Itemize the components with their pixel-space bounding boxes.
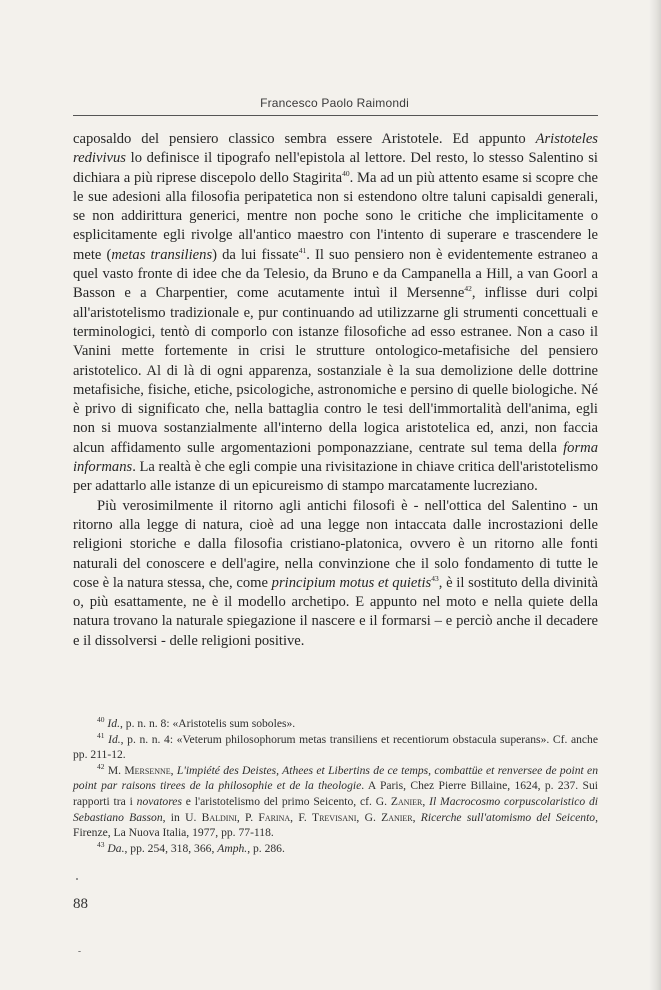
text-run: . Ma ad un più attento esame si scopre che le sue adesioni alla filosofia peripatetica non si estendono oltre taluni capisaldi generali, se non addirittura generici, mentre non poche sono le critiche che implicitamente o esplicitamente egli rivolge all'antico maestro con l'intento di superare e trascendere le mete ( xyxy=(73,169,599,263)
text-run: , G. xyxy=(356,810,382,824)
text-run: Più verosimilmente il ritorno agli antichi filosofi è - nell'ottica del Salentino - un ritorno alla legge di natura, cioè ad una legge non intaccata dalle incrostazioni delle religioni storiche e dalla filosofia cristiano-platonica, ovvero è un ritorno alle fonti naturali del conoscere e dell'agire, nella convinzione che il solo fondamento di tutte le cose è la natura stessa, che, come xyxy=(73,497,598,591)
italic-run: Id. xyxy=(107,717,120,730)
text-run: , inflisse duri colpi all'aristotelismo tradizionale e, pur continuando ad utilizzarne gli strumenti concettuali e terminologici, tentò di comporlo con istanze filosofiche ad esso estranee. Non a caso il Vanini mette fortemente in crisi le strutture ontologico-metafisiche del pensiero aristotelico. Al di là di ogni apparenza, sostanziale è la sua demolizione delle dottrine metafisiche, fisiche, etiche, psicologiche, astronomiche e persino di quelle biologiche. Né è privo di significato che, nella battaglia contro le tesi dell'immortalità dell'anima, egli non si muova sostanzialmente all'interno della logica aristotelica ed, anzi, non faccia alcun affidamento sulle argomentazioni pomponazziane, centrate sul tema della xyxy=(73,285,598,456)
author-name: Zanier xyxy=(390,794,423,808)
footnote-ref-42: 42 xyxy=(464,284,472,294)
author-name: Baldini xyxy=(201,810,237,824)
scan-speck xyxy=(76,878,78,880)
footnotes xyxy=(73,716,598,856)
italic-run: Amph. xyxy=(217,841,248,855)
scan-shadow xyxy=(649,0,661,990)
text-run: , P. xyxy=(236,810,259,824)
text-run: . La realtà è che egli compie una rivisitazione in chiave critica dell'aristotelismo per adattarlo alle istanze di un epicureismo di stampo marcatamente lucreziano. xyxy=(73,459,598,495)
italic-run: Da. xyxy=(107,841,125,855)
footnote-ref-40: 40 xyxy=(342,168,350,178)
italic-run: Id. xyxy=(108,732,121,746)
paragraph-2 xyxy=(73,497,598,651)
page-number: 88 xyxy=(73,896,88,912)
text-run: ) da lui fissate xyxy=(212,246,299,263)
italic-run: Aristoteles redivivus xyxy=(73,131,598,167)
italic-run: metas transiliens xyxy=(111,246,213,263)
text-run: lo definisce il tipografo nell'epistola al lettore. Del resto, lo stesso Salentino si dichiara a più riprese discepolo dello Stagirita xyxy=(73,150,598,186)
text-run: e l'aristotelismo del primo Seicento, cf. G. xyxy=(181,794,391,808)
running-head: Francesco Paolo Raimondi xyxy=(260,96,409,110)
main-text xyxy=(73,130,598,651)
author-name: Farina xyxy=(258,810,291,824)
text-run: , xyxy=(170,763,177,777)
text-run: , Firenze, La Nuova Italia, 1977, pp. 77-118. xyxy=(73,810,598,840)
text-run: , F. xyxy=(290,810,312,824)
text-run: , in U. xyxy=(162,810,202,824)
footnote-ref-41: 41 xyxy=(298,245,307,255)
text-run: , p. n. n. 4: «Veterum philosophorum metas transiliens et recentiorum obstacula superans». Cf. anche pp. 211-12. xyxy=(73,732,598,762)
text-run: , xyxy=(412,810,421,824)
text-run: , è il sostituto della divinità o, più esattamente, ne è il modello archetipo. E appunto nel moto e nella quiete della natura trovano la naturale spiegazione il nascere e il formarsi – e perciò anche il decadere e il dissolversi - delle religioni positive. xyxy=(73,574,598,649)
italic-run: forma informans xyxy=(73,439,598,476)
footnote-ref-43: 43 xyxy=(431,573,439,583)
footnote-43 xyxy=(73,841,598,857)
scan-speck xyxy=(78,951,81,952)
header-rule xyxy=(73,115,598,116)
italic-run: principium motus et quietis xyxy=(271,574,432,591)
footnote-number: 40 xyxy=(97,715,105,725)
italic-run: novatores xyxy=(136,794,182,808)
author-name: Zanier xyxy=(381,810,413,824)
text-run: , p. n. n. 8: «Aristotelis sum soboles». xyxy=(119,717,296,730)
author-name: Trevisani xyxy=(312,810,357,824)
text-run: , pp. 254, 318, 366, xyxy=(124,841,218,855)
italic-run: Ricerche sull'atomismo del Seicento xyxy=(420,810,596,824)
italic-run: L'impiété des Deistes, Athees et Libertins de ce temps, combattüe et renversee de point en point par raisons tirees de la philosophie et de la theologie xyxy=(73,763,598,793)
text-run: , p. 286. xyxy=(247,841,285,855)
footnote-number: 42 xyxy=(97,761,105,771)
paragraph-1 xyxy=(73,130,598,497)
text-run: , xyxy=(422,794,430,808)
text-run: . Il suo pensiero non è evidentemente estraneo a quel vasto fronte di idee che da Telesio, da Bruno e da Campanella a Hill, a van Goorl a Basson e a Charpentier, come acutamente intuì il Mersenne xyxy=(73,246,598,302)
author-name: Mersenne xyxy=(124,763,171,777)
footnote-42 xyxy=(73,763,598,841)
italic-run: Il Macrocosmo corpuscolaristico di Sebastiano Basson xyxy=(73,794,598,824)
footnote-40 xyxy=(73,716,598,732)
footnote-41 xyxy=(73,732,598,763)
footnote-number: 41 xyxy=(97,730,105,740)
footnote-number: 43 xyxy=(97,839,105,849)
text-run: caposaldo del pensiero classico sembra essere Aristotele. Ed appunto xyxy=(73,131,536,147)
text-run: M. xyxy=(107,763,125,777)
text-run: . A Paris, Chez Pierre Billaine, 1624, p. 237. Sui rapporti tra i xyxy=(73,779,598,808)
